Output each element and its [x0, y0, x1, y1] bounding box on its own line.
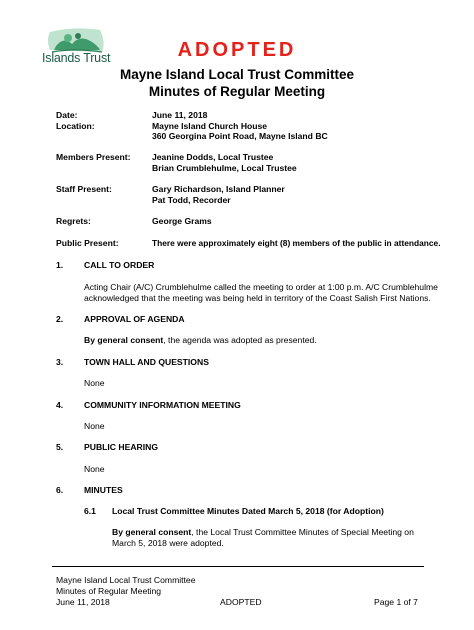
- detail-value-location-2: 360 Georgina Point Road, Mayne Island BC: [152, 131, 328, 141]
- section-body: None: [84, 378, 105, 388]
- footer-document-type: Minutes of Regular Meeting: [56, 586, 162, 596]
- detail-label-members: Members Present:: [56, 152, 131, 162]
- detail-label-regrets: Regrets:: [56, 216, 91, 226]
- section-number: 2.: [56, 314, 64, 324]
- detail-value-staff-2: Pat Todd, Recorder: [152, 195, 231, 205]
- detail-value-members-2: Brian Crumblehulme, Local Trustee: [152, 163, 297, 173]
- section-body: [84, 335, 317, 345]
- section-number: 6.: [56, 485, 64, 495]
- detail-label-location: Location:: [56, 121, 95, 131]
- detail-value-regrets: George Grams: [152, 216, 212, 226]
- section-number: 5.: [56, 442, 64, 452]
- body-text: , the Local Trust Committee Minutes of Special Meeting on: [191, 527, 414, 537]
- detail-value-members-1: Jeanine Dodds, Local Trustee: [152, 152, 274, 162]
- footer-divider: [52, 566, 424, 567]
- section-body-line: acknowledged that the meeting was being held in territory of the Coast Salish First Nations.: [84, 293, 431, 303]
- section-heading-call-to-order: CALL TO ORDER: [84, 260, 155, 270]
- detail-value-public: There were approximately eight (8) members of the public in attendance.: [152, 238, 441, 248]
- footer-page-number: Page 1 of 7: [374, 597, 418, 607]
- section-heading-public-hearing: PUBLIC HEARING: [84, 442, 159, 452]
- footer-committee: Mayne Island Local Trust Committee: [56, 575, 196, 585]
- emphasis-text: By general consent: [112, 527, 192, 537]
- body-text: , the agenda was adopted as presented.: [163, 335, 317, 345]
- section-body: None: [84, 421, 105, 431]
- section-number: 3.: [56, 357, 64, 367]
- emphasis-text: By general consent: [84, 335, 164, 345]
- section-number: 1.: [56, 260, 64, 270]
- detail-value-location-1: Mayne Island Church House: [152, 121, 268, 131]
- section-heading-community-info: COMMUNITY INFORMATION MEETING: [84, 400, 241, 410]
- section-heading-minutes: MINUTES: [84, 485, 123, 495]
- section-heading-town-hall: TOWN HALL AND QUESTIONS: [84, 357, 209, 367]
- detail-label-public: Public Present:: [56, 238, 119, 248]
- detail-label-staff: Staff Present:: [56, 184, 112, 194]
- document-subtitle: Minutes of Regular Meeting: [148, 84, 326, 99]
- subsection-body-line: [112, 527, 414, 537]
- detail-value-staff-1: Gary Richardson, Island Planner: [152, 184, 285, 194]
- section-body-line: Acting Chair (A/C) Crumblehulme called the meeting to order at 1:00 p.m. A/C Crumblehulme: [84, 282, 438, 292]
- subsection-body-line: March 5, 2018 were adopted.: [112, 538, 224, 548]
- detail-value-date: June 11, 2018: [152, 110, 208, 120]
- logo-text: Islands Trust: [42, 51, 111, 65]
- subsection-heading: Local Trust Committee Minutes Dated March 5, 2018 (for Adoption): [112, 506, 384, 516]
- footer-date: June 11, 2018: [56, 597, 110, 607]
- adopted-stamp: ADOPTED: [177, 39, 297, 61]
- section-body: None: [84, 464, 105, 474]
- section-number: 4.: [56, 400, 64, 410]
- document-title: Mayne Island Local Trust Committee: [119, 67, 355, 82]
- section-heading-approval-of-agenda: APPROVAL OF AGENDA: [84, 314, 185, 324]
- footer-status: ADOPTED: [220, 597, 262, 607]
- subsection-number: 6.1: [84, 506, 96, 516]
- detail-label-date: Date:: [56, 110, 78, 120]
